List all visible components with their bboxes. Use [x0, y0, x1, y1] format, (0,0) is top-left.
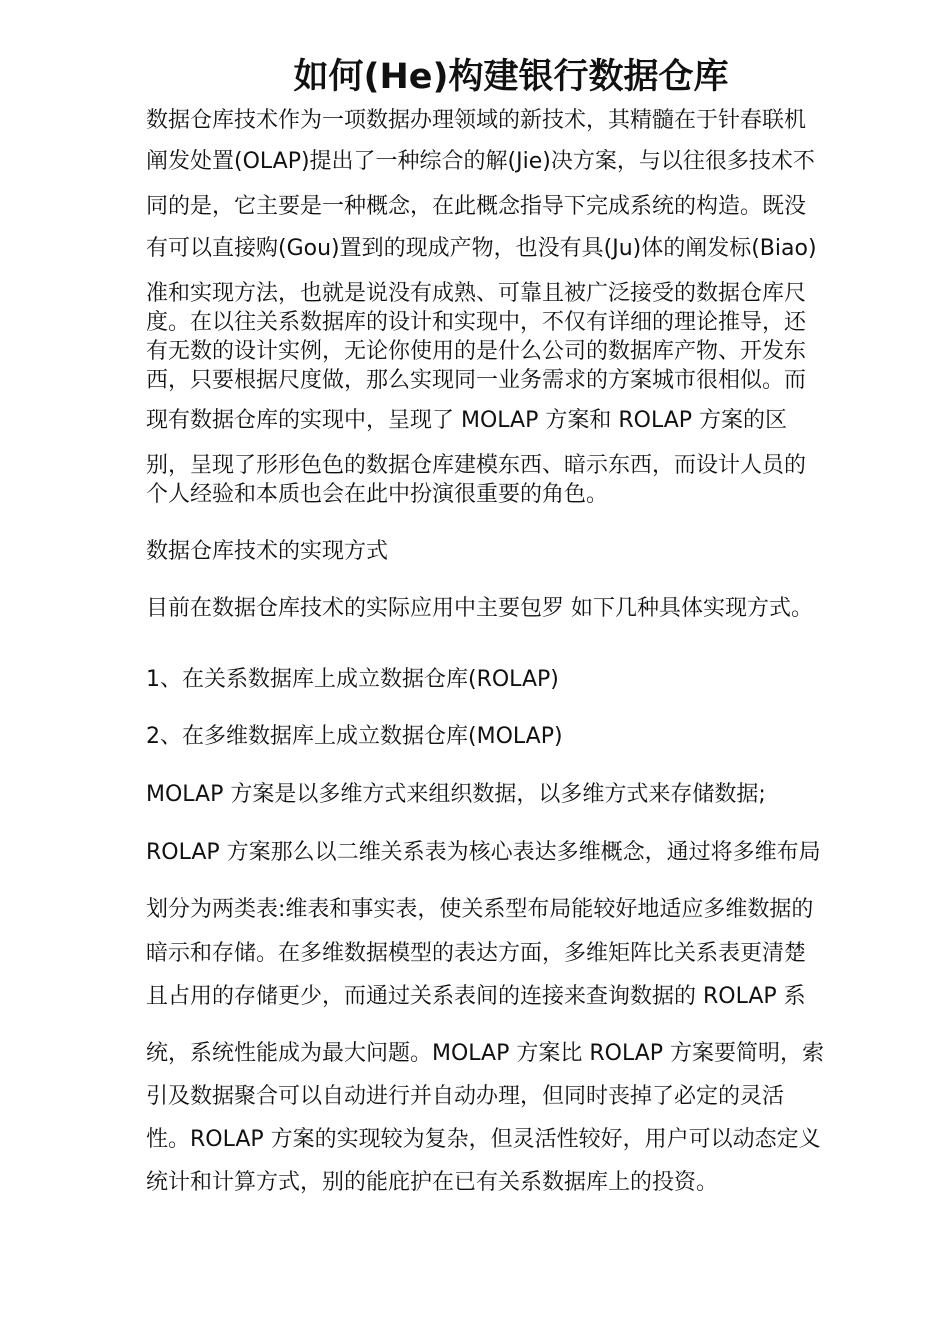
- paragraph-line: 数据仓库技术作为一项数据办理领域的新技术，其精髓在于针春联机: [146, 108, 807, 133]
- list-item: 1、在关系数据库上成立数据仓库(ROLAP): [146, 667, 559, 692]
- paragraph-line: 阐发处置(OLAP)提出了一种综合的解(Jie)决方案，与以往很多技术不: [146, 149, 815, 174]
- paragraph-line: 有无数的设计实例，无论你使用的是什么公司的数据库产物、开发东: [146, 339, 807, 364]
- paragraph-line: 引及数据聚合可以自动进行并自动办理，但同时丧掉了必定的灵活: [146, 1084, 785, 1109]
- paragraph-line: 暗示和存储。在多维数据模型的表达方面，多维矩阵比关系表更清楚: [146, 941, 807, 966]
- paragraph-line: 同的是，它主要是一种概念，在此概念指导下完成系统的构造。既没: [146, 194, 807, 219]
- paragraph-line: ROLAP 方案那么以二维关系表为核心表达多维概念，通过将多维布局: [146, 840, 821, 865]
- paragraph-line: 统，系统性能成为最大问题。MOLAP 方案比 ROLAP 方案要简明，索: [146, 1041, 825, 1066]
- section-heading: 数据仓库技术的实现方式: [146, 539, 389, 564]
- paragraph-line: 度。在以往关系数据库的设计和实现中，不仅有详细的理论推导，还: [146, 310, 807, 335]
- paragraph-line: 准和实现方法，也就是说没有成熟、可靠且被广泛接受的数据仓库尺: [146, 281, 807, 306]
- paragraph-line: 且占用的存储更少，而通过关系表间的连接来查询数据的 ROLAP 系: [146, 984, 806, 1009]
- paragraph-line: 现有数据仓库的实现中，呈现了 MOLAP 方案和 ROLAP 方案的区: [146, 408, 788, 433]
- paragraph-line: 有可以直接购(Gou)置到的现成产物，也没有具(Ju)体的阐发标(Biao): [146, 236, 817, 261]
- paragraph-line: 西，只要根据尺度做，那么实现同一业务需求的方案城市很相似。而: [146, 368, 807, 393]
- document-title: 如何(He)构建银行数据仓库: [293, 57, 729, 97]
- paragraph-line: MOLAP 方案是以多维方式来组织数据，以多维方式来存储数据;: [146, 782, 766, 807]
- paragraph-line: 目前在数据仓库技术的实际应用中主要包罗 如下几种具体实现方式。: [146, 596, 813, 621]
- paragraph-line: 别，呈现了形形色色的数据仓库建模东西、暗示东西，而设计人员的: [146, 453, 807, 478]
- list-item: 2、在多维数据库上成立数据仓库(MOLAP): [146, 724, 563, 749]
- paragraph-line: 划分为两类表:维表和事实表，使关系型布局能较好地适应多维数据的: [146, 897, 814, 922]
- paragraph-line: 个人经验和本质也会在此中扮演很重要的角色。: [146, 482, 609, 507]
- paragraph-line: 统计和计算方式，别的能庇护在已有关系数据库上的投资。: [146, 1170, 719, 1195]
- paragraph-line: 性。ROLAP 方案的实现较为复杂，但灵活性较好，用户可以动态定义: [146, 1127, 821, 1152]
